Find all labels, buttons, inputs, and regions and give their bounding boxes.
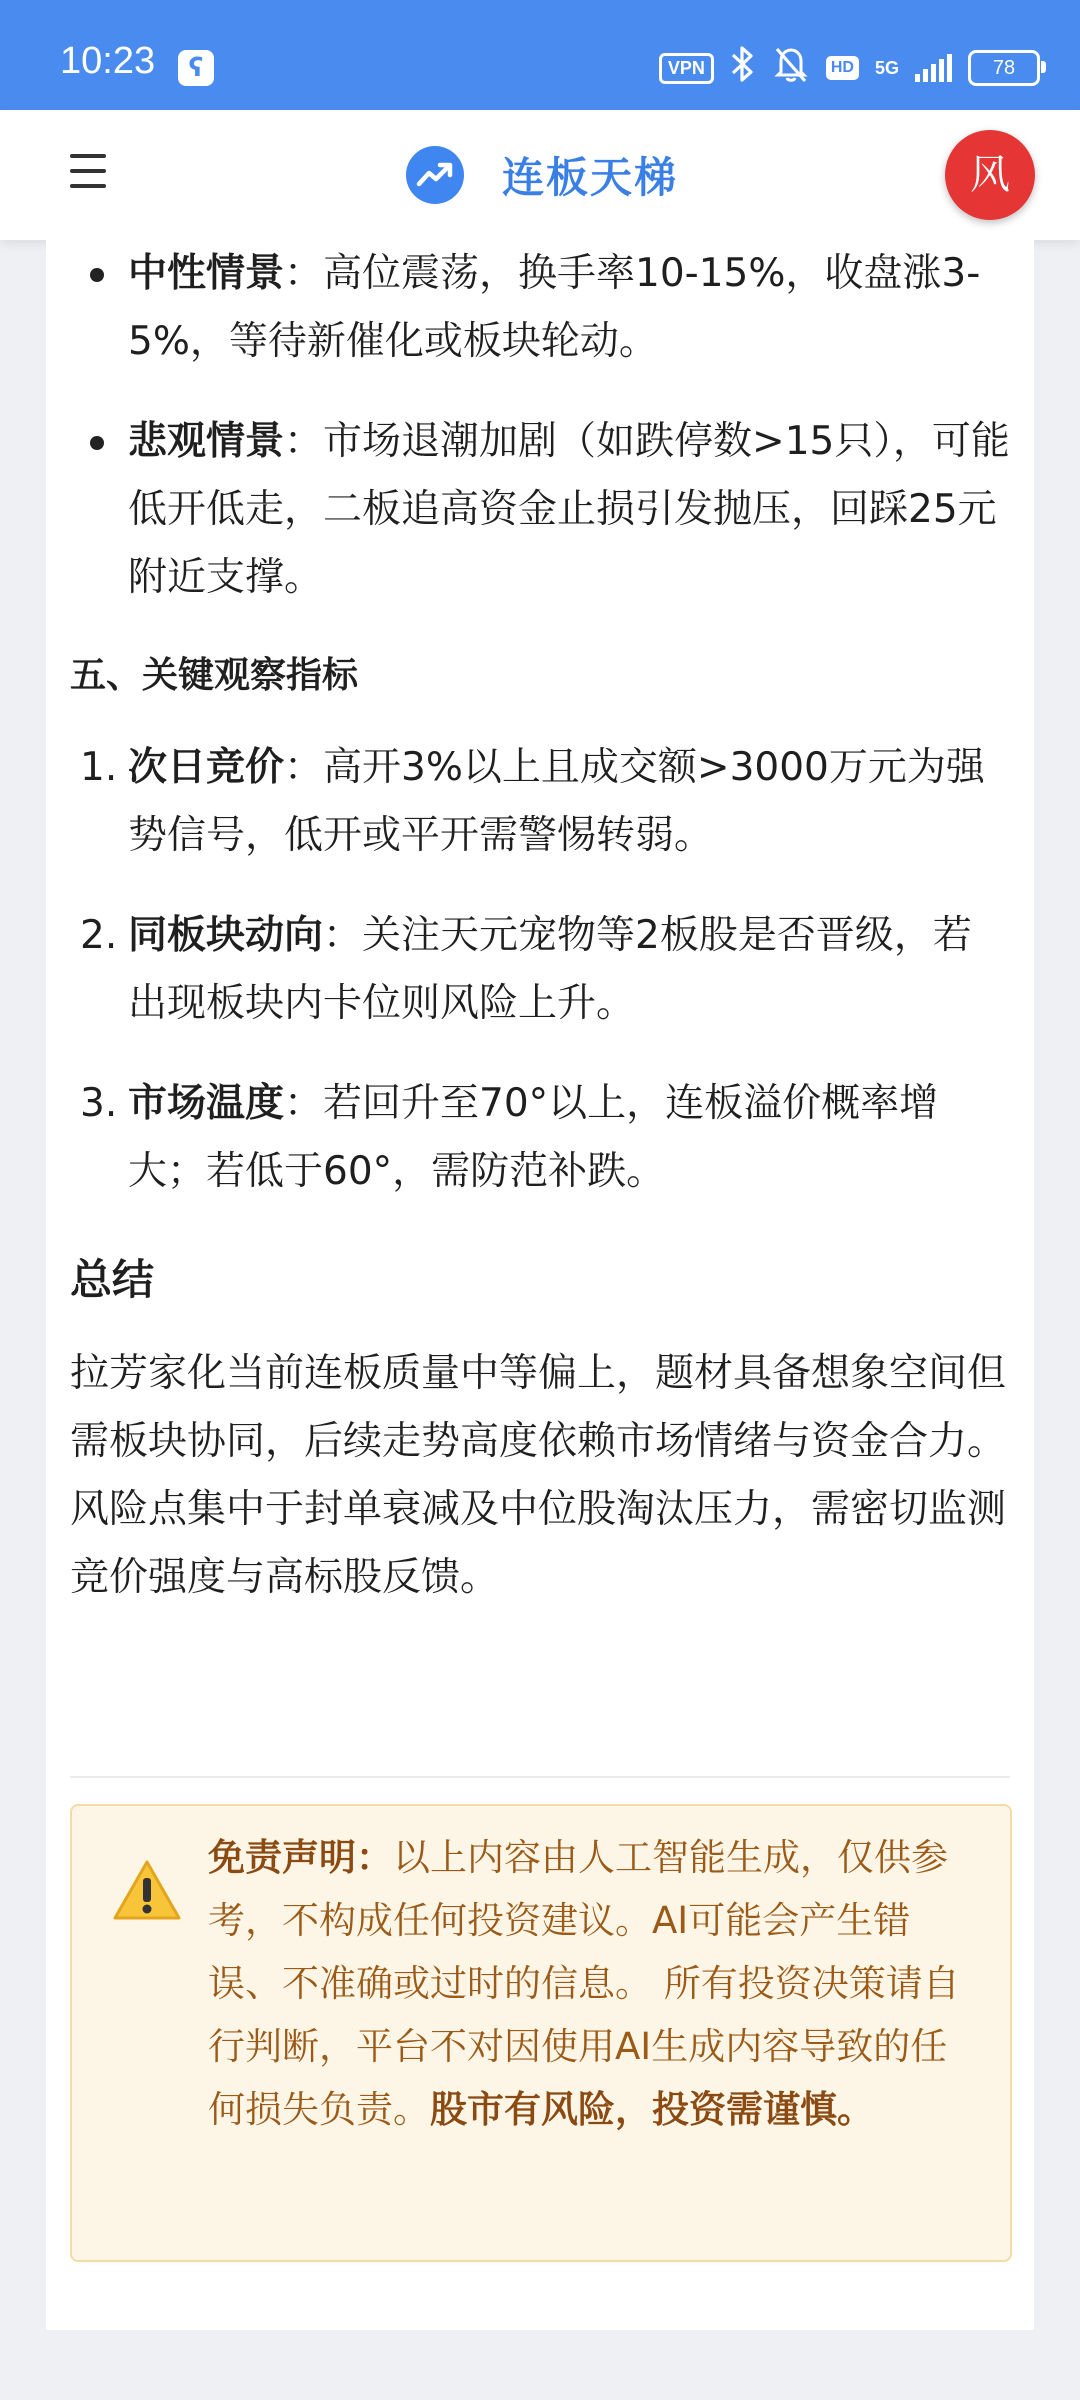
app-title: 连板天梯 <box>502 153 679 202</box>
item-number: 3. <box>80 1081 118 1126</box>
disclaimer-emphasis: 股市有风险，投资需谨慎。 <box>430 2088 874 2131</box>
app-header <box>0 110 1080 240</box>
scenario-list <box>70 240 1010 612</box>
indicators-heading: 五、关键观察指标 <box>70 655 359 696</box>
summary-heading: 总结 <box>70 1255 155 1304</box>
summary-text: 拉芳家化当前连板质量中等偏上，题材具备想象空间但需板块协同，后续走势高度依赖市场情绪与资金合力。风险点集中于封单衰减及中位股淘汰压力，需密切监测竞价强度与高标股反馈。 <box>70 1351 1007 1600</box>
item-number: 1. <box>80 745 118 790</box>
divider <box>70 1776 1010 1778</box>
indicator-list <box>70 734 1010 1206</box>
indicator-label: 次日竞价 <box>128 745 285 790</box>
list-item <box>70 902 1010 1038</box>
article-card <box>46 240 1034 2330</box>
indicator-label: 市场温度 <box>128 1081 285 1126</box>
scenario-text: ：市场退潮加剧（如跌停数>15只），可能低开低走，二板追高资金止损引发抛压，回踩25元附近支撑。 <box>128 419 1010 600</box>
item-number: 2. <box>80 913 118 958</box>
vpn-icon: VPN <box>659 53 714 84</box>
trending-up-icon <box>406 146 464 204</box>
list-item <box>70 240 1010 376</box>
indicator-text: ：关注天元宠物等2板股是否晋级，若出现板块内卡位则风险上升。 <box>128 913 972 1026</box>
list-item <box>70 1070 1010 1206</box>
notification-app-icon: ʕ <box>178 50 214 86</box>
network-type: 5G <box>874 58 899 78</box>
scenario-label: 中性情景 <box>128 251 285 296</box>
scenario-label: 悲观情景 <box>128 419 285 464</box>
disclaimer-body: 以上内容由人工智能生成，仅供参考，不构成任何投资建议。AI可能会产生错误、不准确或过时的信息。 所有投资决策请自行判断，平台不对因使用AI生成内容导致的任何损失负责。 <box>208 1836 960 2131</box>
scenario-text: ：高位震荡，换手率10-15%，收盘涨3-5%，等待新催化或板块轮动。 <box>128 251 981 364</box>
list-item <box>70 734 1010 870</box>
article-content <box>70 240 1010 1612</box>
hd-voice-icon: HD <box>826 56 859 80</box>
disclaimer-text <box>208 1826 978 2141</box>
hamburger-menu-icon[interactable] <box>70 154 106 188</box>
battery-icon: 78 <box>968 50 1040 86</box>
indicator-text: ：若回升至70°以上，连板溢价概率增大；若低于60°，需防范补跌。 <box>128 1081 939 1194</box>
status-time: 10:23 <box>60 40 156 82</box>
indicator-label: 同板块动向 <box>128 913 324 958</box>
indicator-text: ：高开3%以上且成交额>3000万元为强势信号，低开或平开需警惕转弱。 <box>128 745 985 858</box>
brand <box>406 146 678 204</box>
disclaimer-label: 免责声明： <box>208 1836 393 1879</box>
bluetooth-icon <box>730 45 756 92</box>
avatar[interactable]: 风 <box>945 130 1035 220</box>
status-bar <box>0 0 1080 110</box>
disclaimer-box <box>70 1804 1012 2262</box>
warning-icon <box>112 1858 182 1922</box>
signal-icon <box>915 54 952 82</box>
status-icons <box>659 44 1040 92</box>
bell-off-icon <box>772 44 810 93</box>
list-item <box>70 408 1010 612</box>
